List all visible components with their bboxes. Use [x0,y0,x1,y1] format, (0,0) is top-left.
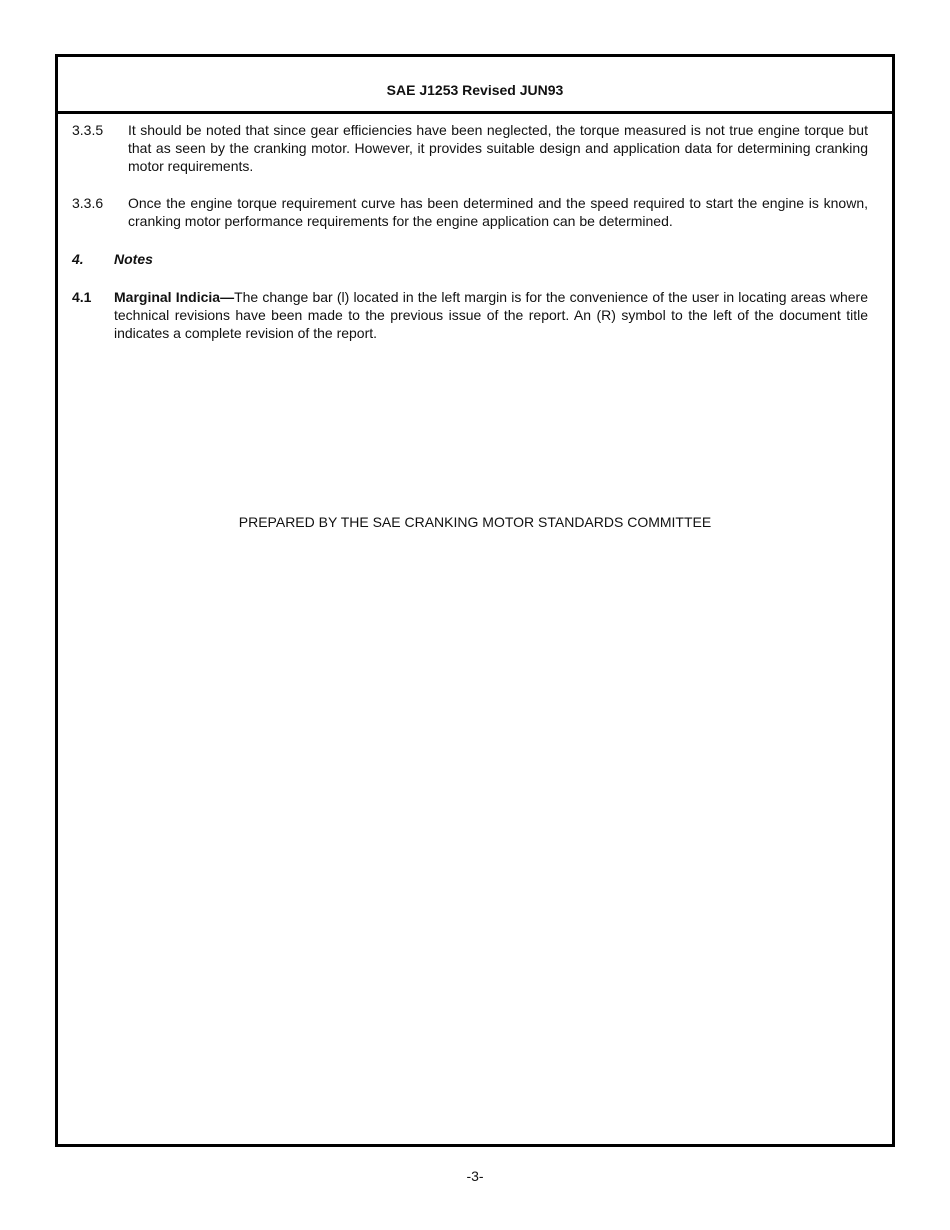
page-number: -3- [466,1168,484,1184]
section-number: 3.3.6 [72,195,104,211]
section-3-3-6 [72,194,868,230]
section-title: Notes [114,251,153,267]
section-number: 4.1 [72,289,92,305]
page-frame [55,54,895,1147]
section-text: Once the engine torque requirement curve has been determined and the speed required to start the engine is known, cranking motor performance requirements for the engine application can be determined. [128,195,868,229]
section-body [114,288,868,342]
section-3-3-5 [72,121,868,175]
document-header [58,57,892,114]
section-number: 4. [72,251,84,267]
prepared-by: PREPARED BY THE SAE CRANKING MOTOR STANDARDS COMMITTEE [238,514,712,530]
section-text: The change bar (l) located in the left margin is for the convenience of the user in locating areas where technical revisions have been made to the previous issue of the report. An (R) symbol to the left of the document title indicates a complete revision of the report. [114,289,868,341]
section-4-heading [72,250,868,268]
section-text: It should be noted that since gear efficiencies have been neglected, the torque measured is not true engine torque but that as seen by the cranking motor. However, it provides suitable design and application data for determining cranking motor requirements. [128,122,868,174]
section-title: Marginal Indicia— [114,289,235,305]
section-number: 3.3.5 [72,122,104,138]
document-title: SAE J1253 Revised JUN93 [386,82,564,98]
section-4-1 [72,288,868,342]
